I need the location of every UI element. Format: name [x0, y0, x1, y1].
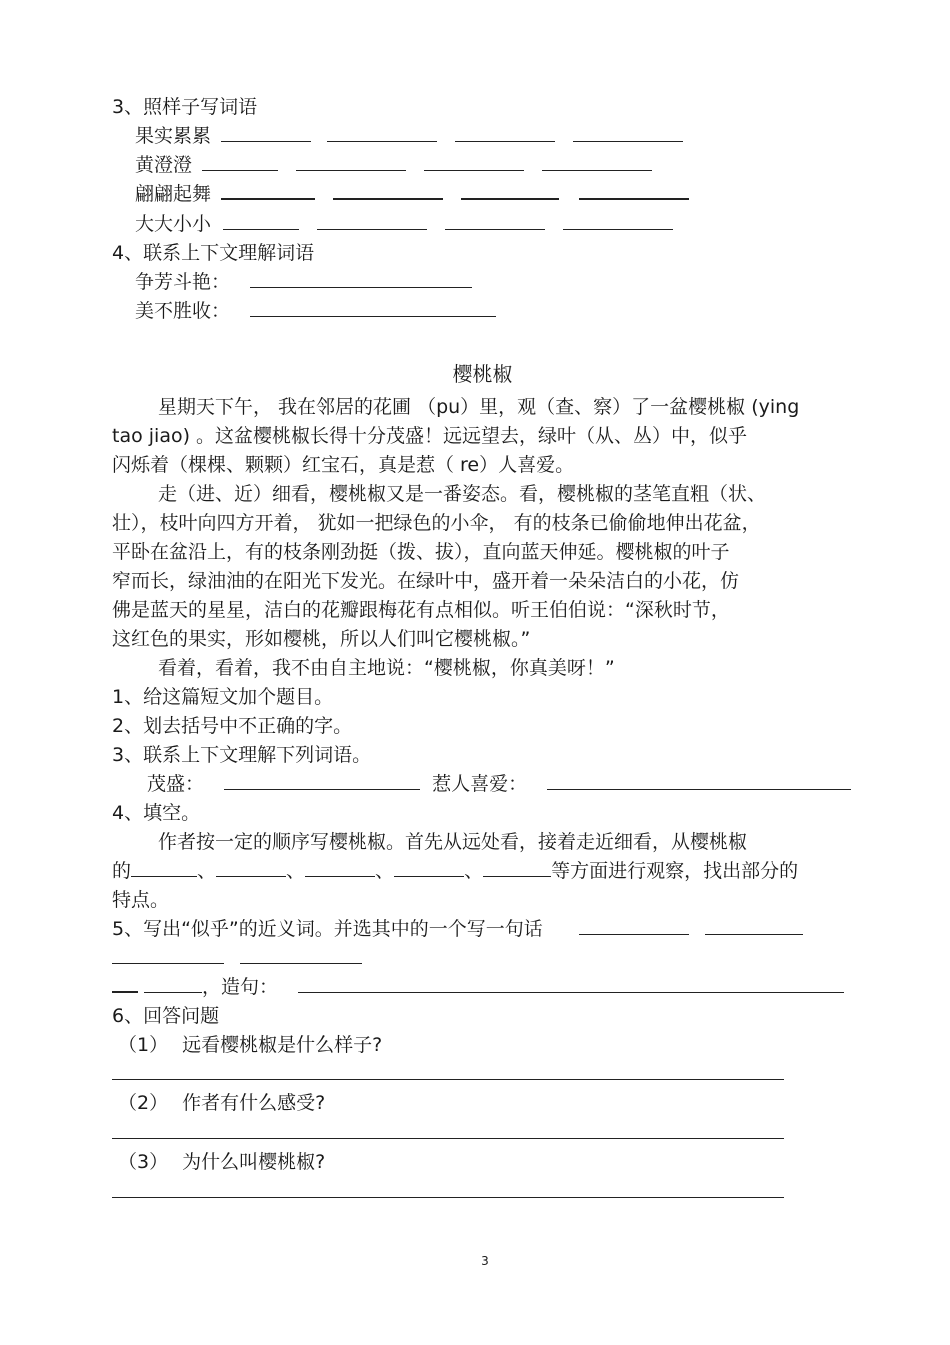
blank[interactable] — [112, 945, 224, 964]
blank[interactable] — [221, 123, 311, 142]
blank[interactable] — [317, 211, 427, 230]
passage-line: 看着，看着，我不由自主地说：“樱桃椒，你真美呀！” — [158, 657, 615, 679]
word-label: 翩翩起舞 — [135, 183, 212, 205]
blank[interactable] — [144, 974, 202, 993]
passage-line: 平卧在盆沿上，有的枝条刚劲挺（拨、拔），直向蓝天伸延。樱桃椒的叶子 — [112, 541, 730, 563]
blank[interactable] — [445, 211, 545, 230]
sub-question-3 — [118, 1148, 325, 1176]
passage-line: 佛是蓝天的星星，洁白的花瓣跟梅花有点相似。听王伯伯说：“深秋时节， — [112, 599, 730, 621]
separator: 、 — [197, 860, 217, 882]
passage-line: 窄而长，绿油油的在阳光下发光。在绿叶中，盛开着一朵朵洁白的小花，仿 — [112, 570, 740, 592]
term-label: 茂盛： — [147, 773, 205, 795]
blank[interactable] — [305, 858, 375, 877]
blank[interactable] — [573, 123, 683, 142]
blank[interactable] — [327, 123, 437, 142]
blank[interactable] — [547, 771, 851, 790]
sub-text: 远看樱桃椒是什么样子? — [182, 1034, 383, 1056]
section4-item-2 — [135, 297, 496, 325]
blank[interactable] — [112, 973, 138, 993]
blank[interactable] — [221, 180, 315, 200]
word-label: 黄澄澄 — [135, 154, 193, 176]
sub-text: 作者有什么感受? — [182, 1092, 326, 1114]
sub-num: （1） — [118, 1034, 169, 1056]
text: ，造句： — [202, 976, 279, 998]
blank[interactable] — [424, 152, 524, 171]
blank[interactable] — [394, 858, 464, 877]
word-row-4 — [135, 210, 673, 238]
separator: 、 — [464, 860, 484, 882]
blank[interactable] — [483, 858, 551, 877]
answer-line-2[interactable] — [112, 1119, 784, 1147]
answer-line-3[interactable] — [112, 1178, 784, 1206]
passage-line: 走（进、近）细看，樱桃椒又是一番姿态。看，樱桃椒的茎笔直粗（状、 — [158, 483, 767, 505]
answer-line-1[interactable] — [112, 1060, 784, 1088]
sub-question-2 — [118, 1089, 325, 1117]
section4-item-1 — [135, 268, 472, 296]
blank[interactable] — [112, 1120, 784, 1139]
blank[interactable] — [579, 916, 689, 935]
word-row-2 — [135, 151, 652, 179]
blank[interactable] — [333, 180, 443, 200]
blank[interactable] — [250, 298, 496, 317]
sub-num: （2） — [118, 1092, 169, 1114]
text: 5、写出“似乎”的近义词。并选其中的一个写一句话 — [112, 918, 543, 940]
sub-num: （3） — [118, 1151, 169, 1173]
question-3: 3、联系上下文理解下列词语。 — [112, 744, 372, 766]
question-4-line-1: 作者按一定的顺序写樱桃椒。首先从远处看，接着走近细看，从樱桃椒 — [158, 831, 748, 853]
question-5-sentence — [112, 973, 844, 1001]
passage-line: 这红色的果实，形如樱桃，所以人们叫它樱桃椒。” — [112, 628, 531, 650]
item-label: 美不胜收： — [135, 300, 231, 322]
blank[interactable] — [296, 152, 406, 171]
question-5 — [112, 915, 803, 943]
blank[interactable] — [240, 945, 362, 964]
question-4-line-2 — [112, 857, 798, 885]
blank[interactable] — [542, 152, 652, 171]
sub-question-1 — [118, 1031, 382, 1059]
passage-line: 星期天下午， 我在邻居的花圃 （pu）里，观（查、察）了一盆樱桃椒 (ying — [158, 396, 800, 418]
section3-heading: 3、照样子写词语 — [112, 96, 258, 118]
question-1: 1、给这篇短文加个题目。 — [112, 686, 334, 708]
blank[interactable] — [131, 858, 197, 877]
passage-title: 樱桃椒 — [452, 362, 513, 386]
blank[interactable] — [563, 211, 673, 230]
passage-line: tao jiao) 。这盆樱桃椒长得十分茂盛！远远望去，绿叶（从、丛）中，似乎 — [112, 425, 748, 447]
passage-line: 闪烁着（棵棵、颗颗）红宝石，真是惹（ re）人喜爱。 — [112, 454, 575, 476]
blank[interactable] — [216, 858, 286, 877]
blank[interactable] — [112, 1061, 784, 1080]
blank[interactable] — [579, 180, 689, 200]
blank[interactable] — [705, 916, 803, 935]
blank[interactable] — [461, 180, 559, 200]
blank[interactable] — [224, 771, 420, 790]
blank[interactable] — [455, 123, 555, 142]
sub-text: 为什么叫樱桃椒? — [182, 1151, 326, 1173]
item-label: 争芳斗艳： — [135, 271, 231, 293]
separator: 、 — [375, 860, 395, 882]
separator: 、 — [286, 860, 306, 882]
sentence-blank[interactable] — [298, 974, 844, 993]
blank[interactable] — [250, 269, 472, 288]
passage-line: 壮），枝叶向四方开着， 犹如一把绿色的小伞， 有的枝条已偷偷地伸出花盆， — [112, 512, 761, 534]
question-3-answers — [147, 770, 851, 798]
word-row-1 — [135, 122, 683, 150]
word-label: 大大小小 — [135, 213, 212, 235]
blank[interactable] — [112, 1179, 784, 1198]
question-6: 6、回答问题 — [112, 1005, 220, 1027]
question-4-line-3: 特点。 — [112, 889, 170, 911]
page-number: 3 — [481, 1254, 489, 1268]
text: 的 — [112, 860, 132, 882]
word-row-3 — [135, 180, 689, 208]
term-label: 惹人喜爱： — [432, 773, 528, 795]
section4-heading: 4、联系上下文理解词语 — [112, 242, 315, 264]
blank[interactable] — [202, 152, 278, 171]
question-5-blanks — [112, 944, 362, 972]
question-2: 2、划去括号中不正确的字。 — [112, 715, 353, 737]
word-label: 果实累累 — [135, 125, 212, 147]
question-4: 4、填空。 — [112, 802, 201, 824]
blank[interactable] — [223, 211, 299, 230]
text: 等方面进行观察，找出部分的 — [551, 860, 799, 882]
